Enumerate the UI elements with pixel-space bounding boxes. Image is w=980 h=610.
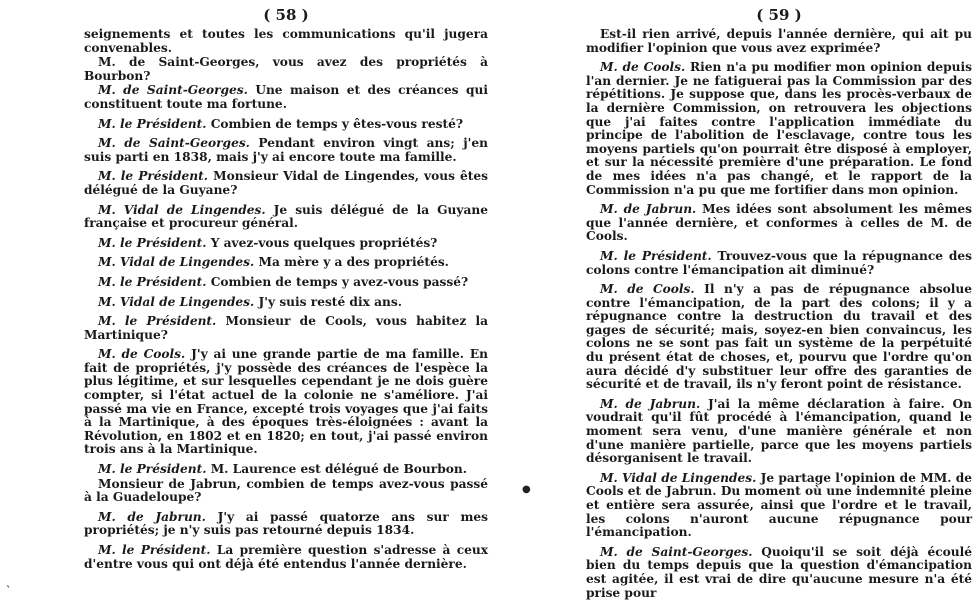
paragraph: M. le Président. Y avez-vous quelques propriétés?	[98, 235, 438, 250]
speaker: M. le Président.	[98, 314, 217, 329]
speaker: M. de Jabrun.	[98, 509, 206, 524]
speaker: M. Vidal de Lingendes.	[98, 294, 255, 309]
paragraph: seignements et toutes les communications qu'il jugera convenables.	[84, 27, 488, 55]
speaker: M. de Saint-Georges.	[600, 544, 753, 559]
speaker: M. le Président.	[98, 235, 207, 250]
paragraph: M. Vidal de Lingendes. Ma mère y a des propriétés.	[98, 255, 449, 270]
paragraph: M. de Jabrun. J'ai la même déclaration à faire. On voudrait qu'il fût procédé à l'émancipation, quand le moment sera venu, d'une manière générale et non d'une manière partielle, parce que les moyens partiels désorganisent le travail.	[586, 396, 972, 466]
paragraph: Est-il rien arrivé, depuis l'année dernière, qui ait pu modifier l'opinion que vous avez exprimée?	[586, 27, 972, 55]
speaker: M. de Cools.	[600, 282, 695, 297]
speaker: M. de Jabrun.	[600, 396, 701, 411]
paragraph: M. de Jabrun. Mes idées sont absolument les mêmes que l'année dernière, et conformes à celles de M. de Cools.	[586, 202, 972, 244]
paragraph: M. le Président. Monsieur Vidal de Lingendes, vous êtes délégué de la Guyane?	[84, 169, 488, 197]
page-text	[84, 28, 488, 571]
paragraph: M. le Président. Monsieur de Cools, vous habitez la Martinique?	[84, 314, 488, 342]
paragraph: M. le Président. Combien de temps y êtes-vous resté?	[98, 116, 463, 131]
speaker: M. le Président.	[98, 169, 209, 184]
ink-speck: `	[6, 586, 11, 597]
paragraph: M. le Président. Trouvez-vous que la répugnance des colons contre l'émancipation ait diminué?	[586, 248, 972, 277]
paragraph: M. de Saint-Georges. Une maison et des créances qui constituent toute ma fortune.	[84, 83, 488, 111]
paragraph: M. le Président. La première question s'adresse à ceux d'entre vous qui ont déjà été entendus l'année dernière.	[84, 543, 489, 571]
page-text	[586, 28, 972, 600]
paragraph: M. de Cools. Rien n'a pu modifier mon opinion depuis l'an dernier. Je ne fatiguerai pas la Commission par des répétitions. Je suppose que, dans les procès-verbaux de la dernière Commission, on retrouvera les objections que j'ai faites contre l'application immédiate du principe de l'abolition de l'esclavage, contre tous les moyens partiels qu'on pourrait être disposé à employer, et sur la nécessité première d'une préparation. Le fond de mes idées n'a pas changé, et le rapport de la Commission n'a pu que me fortifier dans mon opinion.	[586, 60, 972, 197]
speaker: M. de Cools.	[600, 60, 686, 75]
right-page	[586, 0, 972, 606]
paragraph: M. de Cools. J'y ai une grande partie de ma famille. En fait de propriétés, j'y possède des créances de l'espèce la plus légitime, et sur lesquelles cependant je ne dois guère compter, si l'état actuel de la colonie ne s'améliore. J'ai passé ma vie en France, excepté trois voyages que j'ai faits à la Martinique, à des époques très-éloignées : avant la Révolution, en 1802 et en 1820; en tout, j'ai passé environ trois ans à la Martinique.	[84, 347, 488, 457]
paragraph: M. de Saint-Georges. Pendant environ vingt ans; j'en suis parti en 1838, mais j'y ai encore toute ma famille.	[84, 136, 488, 164]
paragraph: M. de Saint-Georges, vous avez des propriétés à Bourbon?	[84, 55, 488, 83]
paragraph: M. le Président. M. Laurence est délégué de Bourbon.	[98, 462, 467, 477]
speaker: M. de Saint-Georges.	[98, 83, 248, 98]
speaker: M. le Président.	[98, 462, 207, 477]
speaker: M. de Jabrun.	[600, 202, 697, 217]
paragraph: Monsieur de Jabrun, combien de temps avez-vous passé à la Guadeloupe?	[84, 476, 488, 505]
paragraph: M. Vidal de Lingendes. Je partage l'opinion de MM. de Cools et de Jabrun. Du moment où une indemnité pleine et entière sera assurée, ainsi que l'ordre et le travail, les colons n'auront aucune répugnance pour l'émancipation.	[586, 470, 972, 540]
speaker: M. le Président.	[98, 543, 211, 557]
speaker: M. le Président.	[98, 274, 207, 289]
speaker: M. de Cools.	[98, 347, 186, 362]
speaker: M. le Président.	[98, 116, 207, 131]
paragraph: M. le Président. Combien de temps y avez-vous passé?	[98, 274, 469, 289]
paragraph: M. de Jabrun. J'y ai passé quatorze ans sur mes propriétés; je n'y suis pas retourné depuis 1834.	[84, 509, 488, 538]
left-page	[84, 0, 488, 577]
page-number: ( 59 )	[756, 6, 802, 24]
speaker: M. Vidal de Lingendes.	[98, 255, 255, 270]
paragraph: M. de Saint-Georges. Quoiqu'il se soit déjà écoulé bien du temps depuis que la question d'émancipation est agitée, il est vrai de dire qu'aucune mesure n'a été prise pour	[586, 544, 972, 600]
paragraph: M. Vidal de Lingendes. J'y suis resté dix ans.	[98, 294, 402, 309]
paragraph: M. Vidal de Lingendes. Je suis délégué de la Guyane française et procureur général.	[84, 202, 488, 231]
ink-speck: ●	[522, 484, 531, 495]
paragraph: M. de Cools. Il n'y a pas de répugnance absolue contre l'émancipation, de la part des colons; il y a répugnance contre la destruction du travail et des gages de sécurité; mais, soyez-en bien convaincus, les colons ne se sont pas fait un système de la perpétuité du présent état de choses, et, pourvu que l'ordre qu'on aura décidé d'y substituer leur offre des garanties de sécurité et de travail, ils n'y feront point de résistance.	[586, 282, 972, 392]
page-number: ( 58 )	[263, 6, 309, 24]
speaker: M. le Président.	[600, 248, 712, 263]
speaker: M. de Saint-Georges.	[98, 136, 250, 151]
speaker: M. Vidal de Lingendes.	[98, 202, 266, 217]
speaker: M. Vidal de Lingendes.	[600, 470, 757, 485]
